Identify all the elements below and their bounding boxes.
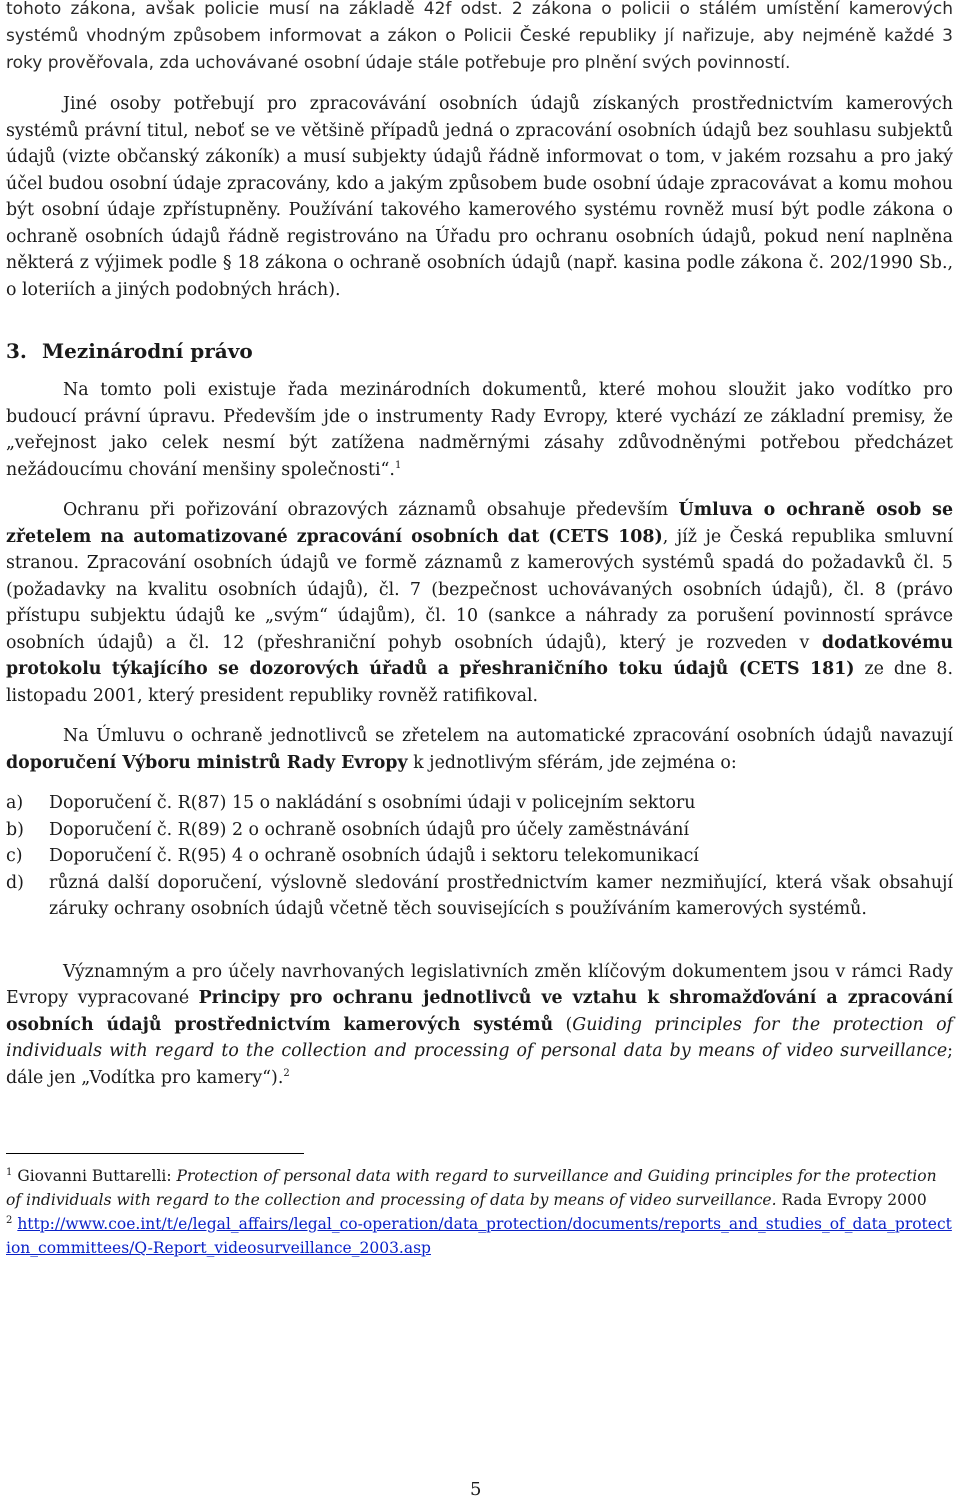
paragraph-text: Na tomto poli existuje řada mezinárodních dokumentů, které mohou sloužit jako vodítko pro budoucí právní úpravu. Především jde o instrumenty Rady Evropy, které vychází ze základní premisy, že „veřejnost jako celek nesmí být zatížena nadměrnými zásahy zdůvodněnými potřebou předcházet nežádoucímu chování menšiny společnosti“. <box>6 380 953 480</box>
paragraph-guiding-principles <box>6 959 953 1092</box>
page-number: 5 <box>470 1479 482 1500</box>
list-marker: d) <box>6 872 24 893</box>
list-item <box>6 870 953 923</box>
principles-title: Principy pro ochranu jednotlivců ve vztahu k shromažďování a zpracování osobních údajů prostřednictvím kamerových systémů <box>6 988 953 1035</box>
recommendation-list <box>6 790 953 923</box>
list-item-text: Doporučení č. R(89) 2 o ochraně osobních údajů pro účely zaměstnávání <box>49 819 690 840</box>
list-marker: b) <box>6 819 24 840</box>
paragraph-text: , jíž je Česká republika smluvní stranou. Zpracování osobních údajů ve formě záznamů z kamerových systémů spadá do požadavků čl. 5 (požadavky na kvalitu osobních údajů), čl. 7 (bezpečnost uchovávaných osobních údajů), čl. 8 (právo přístupu subjektu údajů ke „svým“ údajům), čl. 10 (sankce a náhrady za porušení povinností správce osobních údajů) a čl. 12 (přeshraniční pohyb osobních údajů), který je rozveden v <box>6 526 954 653</box>
footnote-2 <box>6 1212 953 1260</box>
list-marker: a) <box>6 793 24 813</box>
section-heading <box>6 337 953 365</box>
list-item <box>6 790 953 817</box>
paragraph-text: Na Úmluvu o ochraně jednotlivců se zřetelem na automatické zpracování osobních údajů navazují <box>63 726 953 746</box>
footnote-title: Protection of personal data with regard to surveillance and Guiding principles for the protection of individuals with regard to the collection and processing of data by means of video surveillance. <box>6 1167 937 1209</box>
footnote-source: Rada Evropy 2000 <box>776 1191 927 1209</box>
footnote-author: Giovanni Buttarelli: <box>17 1167 177 1185</box>
paragraph-text: ( <box>553 1014 573 1035</box>
paragraph-text: Významným a pro účely navrhovaných legislativních změn klíčovým dokumentem jsou v rámci Rady Evropy vypracované <box>6 961 953 1008</box>
principles-english-title: Guiding principles for the protection of individuals with regard to the collection and processing of personal data by means of video surveillance <box>6 1014 953 1061</box>
paragraph-text: Ochranu při pořizování obrazových záznamů obsahuje především <box>63 500 679 520</box>
footnote-number: 1 <box>6 1166 13 1178</box>
list-item <box>6 843 953 870</box>
protocol-name: dodatkovému protokolu týkajícího se dozorových úřadů a přeshraničního toku údajů (CETS 181) <box>6 632 953 679</box>
paragraph-convention <box>6 497 953 709</box>
footnote-1 <box>6 1164 953 1212</box>
footnote-number: 2 <box>6 1214 13 1226</box>
list-item-text: Doporučení č. R(87) 15 o nakládání s osobními údaji v policejním sektoru <box>49 793 696 813</box>
intro-paragraph: tohoto zákona, avšak policie musí na základě 42f odst. 2 zákona o policii o stálém umístění kamerových systémů vhodným způsobem informovat a zákon o Policii České republiky jí nařizuje, aby nejméně každé 3 roky prověřovala, zda uchovávané osobní údaje stále potřebuje pro plnění svých povinností. <box>6 0 953 73</box>
convention-name: Úmluva o ochraně osob se zřetelem na automatizované zpracování osobních dat (CETS 108) <box>6 500 954 547</box>
section-title: Mezinárodní právo <box>42 339 253 363</box>
document-page <box>6 0 953 1260</box>
list-item-text: Doporučení č. R(95) 4 o ochraně osobních údajů i sektoru telekomunikací <box>49 846 699 866</box>
paragraph-recommendations <box>6 723 953 776</box>
paragraph-text: ; dále jen „Vodítka pro kamery“). <box>6 1041 953 1088</box>
section-number: 3. <box>6 339 27 363</box>
list-item-text: různá další doporučení, výslovně sledování prostřednictvím kamer nezmiňující, která však obsahují záruky ochrany osobních údajů včetně těch souvisejících s používáním kamerových systémů. <box>49 872 953 919</box>
paragraph-text: ze dne 8. listopadu 2001, který president republiky rovněž ratifikoval. <box>6 659 953 706</box>
paragraph-text: k jednotlivým sférám, jde zejména o: <box>407 752 737 773</box>
list-item <box>6 817 953 844</box>
paragraph-data-processing: Jiné osoby potřebují pro zpracovávání osobních údajů získaných prostřednictvím kamerových systémů právní titul, neboť se ve většině případů jedná o zpracování osobních údajů bez souhlasu subjektů údajů (vizte občanský zákoník) a musí subjekty údajů řádně informovat o tom, v jakém rozsahu a pro jaký účel budou osobní údaje zpracovány, kdo a jakým způsobem bude osobní údaje zpracovávat a komu mohou být osobní údaje zpřístupněny. Používání takového kamerového systému rovněž musí být podle zákona o ochraně osobních údajů řádně registrováno na Úřadu pro ochranu osobních údajů, pokud není naplněna některá z výjimek podle § 18 zákona o ochraně osobních údajů (např. kasina podle zákona č. 202/1990 Sb., o loteriích a jiných podobných hrách). <box>6 94 953 300</box>
committee-recommendation: doporučení Výboru ministrů Rady Evropy <box>6 752 408 773</box>
footnote-ref-1[interactable]: 1 <box>394 459 402 471</box>
footnote-separator <box>6 1153 304 1154</box>
footnote-ref-2[interactable]: 2 <box>283 1067 290 1079</box>
paragraph-international-docs <box>6 377 953 483</box>
list-marker: c) <box>6 846 23 866</box>
footnote-link[interactable]: http://www.coe.int/t/e/legal_affairs/legal_co-operation/data_protection/documents/reports_and_studies_of_data_protection_committees/Q-Report_videosurveillance_2003.asp <box>6 1215 952 1257</box>
